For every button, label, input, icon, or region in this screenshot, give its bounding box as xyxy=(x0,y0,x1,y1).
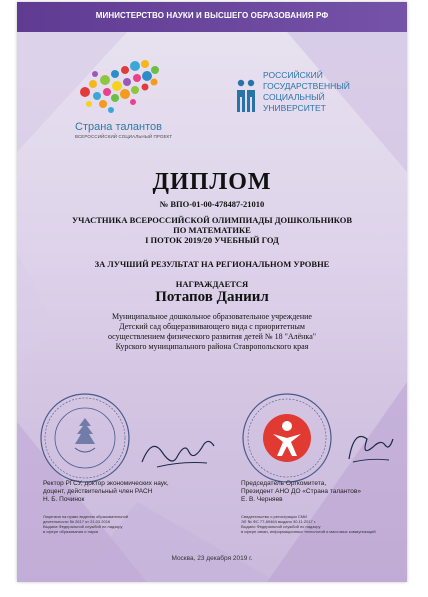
university-seal-icon xyxy=(37,390,133,486)
rector-signature-icon xyxy=(137,432,217,472)
rgsu-logo-icon xyxy=(235,78,257,114)
olympiad-description xyxy=(47,215,377,245)
rector-line: Ректор РГСУ, доктор экономических наук, xyxy=(43,480,169,487)
diploma-page xyxy=(17,2,407,582)
strana-talantov-logo-icon xyxy=(75,52,161,122)
award-reason: ЗА ЛУЧШИЙ РЕЗУЛЬТАТ НА РЕГИОНАЛЬНОМ УРОВНЕ xyxy=(94,259,330,269)
rgsu-line: ГОСУДАРСТВЕННЫЙ xyxy=(263,81,350,91)
organizer-signature-icon xyxy=(339,424,399,469)
olympiad-line: I ПОТОК 2019/20 УЧЕБНЫЙ ГОД xyxy=(145,235,279,245)
rgsu-line: СОЦИАЛЬНЫЙ xyxy=(263,92,325,102)
media-registration xyxy=(241,514,376,534)
diploma-title: ДИПЛОМ xyxy=(152,169,272,195)
ministry-title: МИНИСТЕРСТВО НАУКИ И ВЫСШЕГО ОБРАЗОВАНИЯ РФ xyxy=(95,11,329,20)
organization-line: Курского муниципального района Ставропольского края xyxy=(115,342,309,351)
rector-line: доцент, действительный член РАСН xyxy=(43,488,153,495)
organizer-seal-icon xyxy=(239,390,335,486)
olympiad-line: УЧАСТНИКА ВСЕРОССИЙСКОЙ ОЛИМПИАДЫ ДОШКОЛЬНИКОВ xyxy=(71,215,353,225)
university-license xyxy=(43,514,128,534)
place-and-date: Москва, 23 декабря 2019 г. xyxy=(171,555,253,562)
registration-line: ЭЛ № ФС 77-69464 выдано 30.11.2017 г. xyxy=(241,519,316,524)
olympiad-line: ПО МАТЕМАТИКЕ xyxy=(173,225,251,235)
strana-talantov-name: Страна талантов xyxy=(75,121,162,133)
rgsu-line: УНИВЕРСИТЕТ xyxy=(263,103,326,113)
awarded-label: НАГРАЖДАЕТСЯ xyxy=(175,279,249,289)
license-line: Выдана Федеральной службой по надзору xyxy=(43,524,123,529)
rector-info xyxy=(43,480,169,504)
organizer-line: Председатель Оргкомитета, xyxy=(241,480,327,487)
license-line: деятельности № 2617 от 21.03.2016 xyxy=(43,519,111,524)
rector-line: Н. Б. Починок xyxy=(43,496,85,503)
rgsu-name xyxy=(263,70,350,114)
rgsu-line: РОССИЙСКИЙ xyxy=(263,70,323,80)
organization-line: Детский сад общеразвивающего вида с приоритетным xyxy=(119,322,305,331)
organizer-line: Е. В. Черняев xyxy=(241,496,283,503)
organization-line: осуществлением физического развития детей № 18 "Алёнка" xyxy=(107,332,317,341)
license-line: в сфере образования и науки xyxy=(43,529,98,534)
diploma-number: № ВПО-01-00-478487-21010 xyxy=(159,199,265,209)
recipient-name: Потапов Даниил xyxy=(155,289,269,305)
organizer-info xyxy=(241,480,361,504)
strana-talantov-subtitle: ВСЕРОССИЙСКИЙ СОЦИАЛЬНЫЙ ПРОЕКТ xyxy=(75,134,173,139)
license-line: Лицензия на право ведения образовательной xyxy=(43,514,129,519)
registration-line: Свидетельство о регистрации СМИ xyxy=(241,514,307,519)
registration-line: Выдано Федеральной службой по надзору xyxy=(241,524,321,529)
ministry-header-bar xyxy=(17,2,407,32)
registration-line: в сфере связи, информационных технологий и массовых коммуникаций xyxy=(241,529,376,534)
organizer-line: Президент АНО ДО «Страна талантов» xyxy=(241,488,361,495)
recipient-organization xyxy=(57,312,367,352)
organization-line: Муниципальное дошкольное образовательное учреждение xyxy=(112,312,312,321)
